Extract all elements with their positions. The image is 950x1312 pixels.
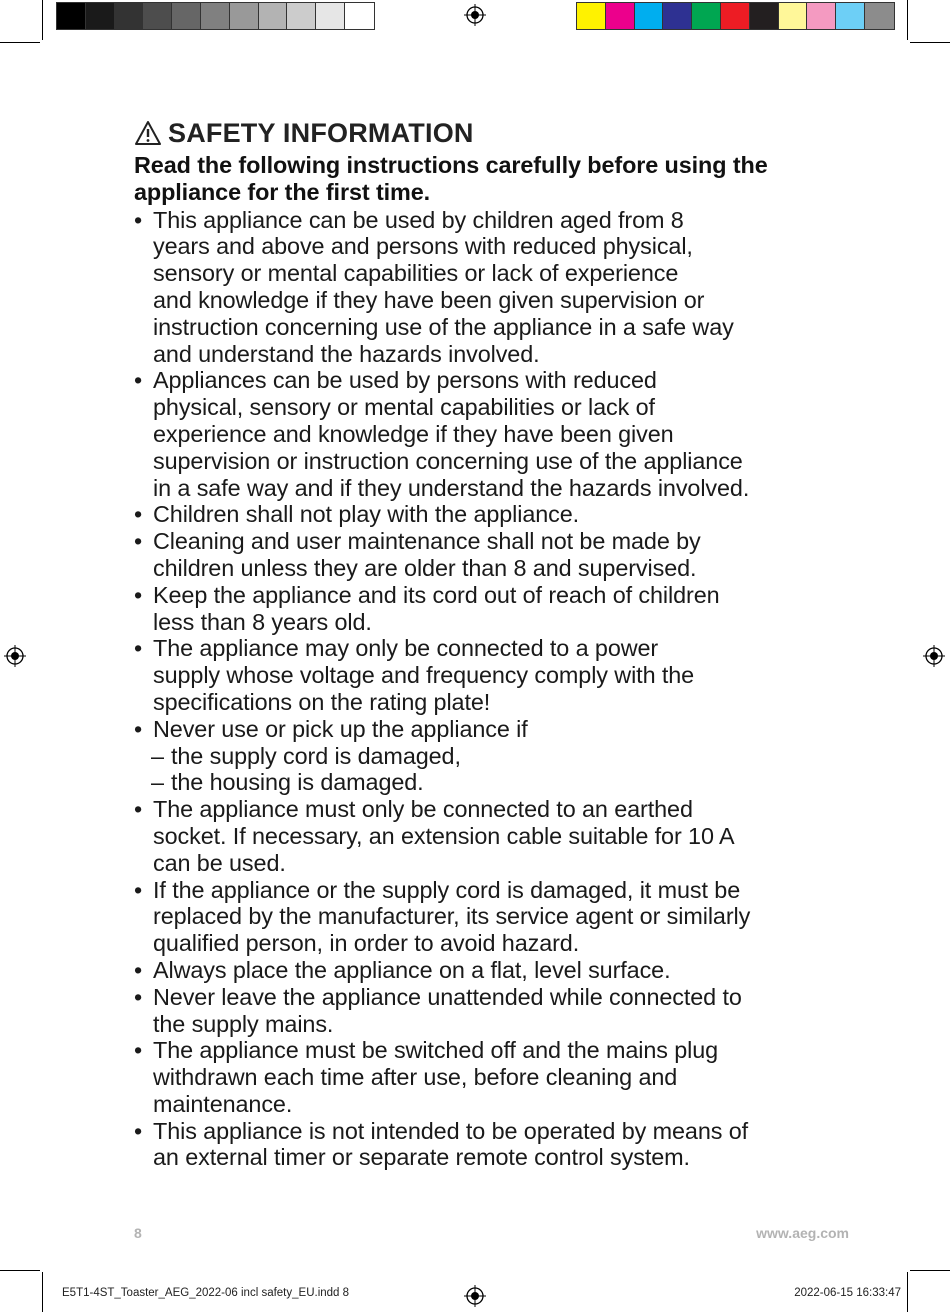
sub-list-text: the housing is damaged.	[171, 769, 424, 796]
intro-text: Read the following instructions carefully before using the appliance for the first time.	[134, 152, 768, 205]
color-swatch	[807, 3, 836, 29]
list-item-line: The appliance may only be connected to a power	[153, 635, 659, 662]
registration-mark-icon	[923, 645, 945, 667]
color-swatch	[316, 3, 345, 29]
slug-filename: E5T1-4ST_Toaster_AEG_2022-06 incl safety_EU.indd 8	[62, 1287, 350, 1299]
sub-list-item	[151, 769, 854, 796]
color-swatch	[663, 3, 692, 29]
list-item-line: in a safe way and if they understand the hazards involved.	[153, 474, 750, 501]
color-swatch	[750, 3, 779, 29]
color-swatch-bar	[576, 2, 895, 30]
crop-mark-top-right-h	[910, 42, 950, 43]
list-item-line: This appliance can be used by children aged from 8	[153, 206, 684, 233]
crop-mark-top-right-v	[907, 0, 908, 40]
color-swatch	[287, 3, 316, 29]
bullet-marker: •	[134, 367, 143, 394]
color-swatch	[172, 3, 201, 29]
bullet-marker: •	[134, 796, 143, 823]
list-item-line: The appliance must be switched off and the mains plug	[153, 1037, 719, 1064]
warning-triangle-icon	[134, 120, 162, 146]
safety-list-item	[134, 207, 854, 368]
safety-list-item	[134, 1037, 854, 1117]
list-item-line: This appliance is not intended to be operated by means of	[153, 1117, 749, 1144]
color-swatch	[259, 3, 288, 29]
bullet-marker: •	[134, 635, 143, 662]
registration-mark-icon	[4, 645, 26, 667]
bullet-marker: •	[134, 581, 143, 608]
safety-list-item	[134, 582, 854, 636]
bullet-marker: •	[134, 983, 143, 1010]
safety-list-item	[134, 501, 854, 528]
list-item-line: can be used.	[153, 849, 286, 876]
safety-list-item	[134, 1118, 854, 1172]
list-item-line: The appliance must only be connected to an earthed	[153, 796, 693, 823]
crop-mark-bottom-right-v	[907, 1272, 908, 1312]
crop-mark-bottom-left-h	[0, 1270, 40, 1271]
crop-mark-bottom-right-h	[910, 1270, 950, 1271]
list-item-line: sensory or mental capabilities or lack of experience	[153, 260, 679, 287]
safety-list-item	[134, 796, 854, 876]
safety-list-item	[134, 528, 854, 582]
color-swatch	[201, 3, 230, 29]
footer-url: www.aeg.com	[756, 1225, 849, 1241]
bullet-marker: •	[134, 876, 143, 903]
bullet-marker: •	[134, 715, 143, 742]
list-item-line: the supply mains.	[153, 1010, 334, 1037]
list-item-line: years and above and persons with reduced physical,	[153, 233, 693, 260]
bullet-marker: •	[134, 1037, 143, 1064]
list-item-line: an external timer or separate remote control system.	[153, 1144, 690, 1171]
bullet-marker: •	[134, 1117, 143, 1144]
list-item-line: Cleaning and user maintenance shall not be made by	[153, 528, 701, 555]
crop-mark-top-left-v	[42, 0, 43, 40]
safety-list-item	[134, 877, 854, 957]
list-item-line: supervision or instruction concerning use of the appliance	[153, 447, 743, 474]
color-swatch	[606, 3, 635, 29]
color-swatch	[779, 3, 808, 29]
crop-mark-top-left-h	[0, 42, 40, 43]
color-swatch	[345, 3, 374, 29]
safety-list	[134, 207, 854, 1172]
color-swatch	[577, 3, 606, 29]
page-number: 8	[134, 1225, 142, 1241]
list-item-line: Never leave the appliance unattended while connected to	[153, 983, 742, 1010]
color-swatch	[836, 3, 865, 29]
list-item-line: withdrawn each time after use, before cleaning and	[153, 1064, 678, 1091]
section-heading	[134, 114, 854, 152]
list-item-line: and understand the hazards involved.	[153, 340, 540, 367]
color-swatch	[143, 3, 172, 29]
registration-mark-icon	[464, 1285, 486, 1307]
list-item-line: physical, sensory or mental capabilities or lack of	[153, 394, 655, 421]
list-item-line: Children shall not play with the appliance.	[153, 501, 580, 528]
slug-timestamp: 2022-06-15 16:33:47	[794, 1287, 901, 1299]
section-title: SAFETY INFORMATION	[168, 117, 474, 148]
color-swatch	[230, 3, 259, 29]
safety-list-item	[134, 957, 854, 984]
list-item-line: less than 8 years old.	[153, 608, 372, 635]
list-item-line: qualified person, in order to avoid hazard.	[153, 930, 580, 957]
bullet-marker: •	[134, 956, 143, 983]
dash-marker: –	[151, 742, 164, 769]
color-swatch	[692, 3, 721, 29]
list-item-line: and knowledge if they have been given supervision or	[153, 286, 705, 313]
color-swatch	[57, 3, 86, 29]
list-item-line: children unless they are older than 8 and supervised.	[153, 554, 697, 581]
list-item-line: Always place the appliance on a flat, level surface.	[153, 956, 671, 983]
list-item-line: Appliances can be used by persons with reduced	[153, 367, 657, 394]
list-item-line: maintenance.	[153, 1090, 293, 1117]
safety-list-item	[134, 367, 854, 501]
list-item-line: replaced by the manufacturer, its service agent or similarly	[153, 903, 751, 930]
color-swatch	[865, 3, 894, 29]
list-item-line: Keep the appliance and its cord out of reach of children	[153, 581, 720, 608]
color-swatch	[721, 3, 750, 29]
color-swatch	[86, 3, 115, 29]
list-item-line: experience and knowledge if they have been given	[153, 420, 674, 447]
list-item-line: supply whose voltage and frequency comply with the	[153, 662, 695, 689]
grayscale-swatch-bar	[56, 2, 375, 30]
bullet-marker: •	[134, 206, 143, 233]
safety-section	[134, 114, 854, 1171]
list-item-line: specifications on the rating plate!	[153, 688, 491, 715]
color-swatch	[635, 3, 664, 29]
list-item-line: If the appliance or the supply cord is damaged, it must be	[153, 876, 741, 903]
sub-list-item	[151, 743, 854, 770]
safety-list-item	[134, 984, 854, 1038]
safety-list-item	[134, 635, 854, 715]
registration-mark-icon	[464, 4, 486, 26]
safety-list-item	[134, 716, 854, 796]
sub-list-text: the supply cord is damaged,	[171, 742, 461, 769]
color-swatch	[115, 3, 144, 29]
list-item-line: socket. If necessary, an extension cable suitable for 10 A	[153, 822, 735, 849]
list-item-line: instruction concerning use of the appliance in a safe way	[153, 313, 734, 340]
dash-marker: –	[151, 769, 164, 796]
bullet-marker: •	[134, 528, 143, 555]
bullet-marker: •	[134, 501, 143, 528]
crop-mark-bottom-left-v	[42, 1272, 43, 1312]
list-item-line: Never use or pick up the appliance if	[153, 715, 528, 742]
